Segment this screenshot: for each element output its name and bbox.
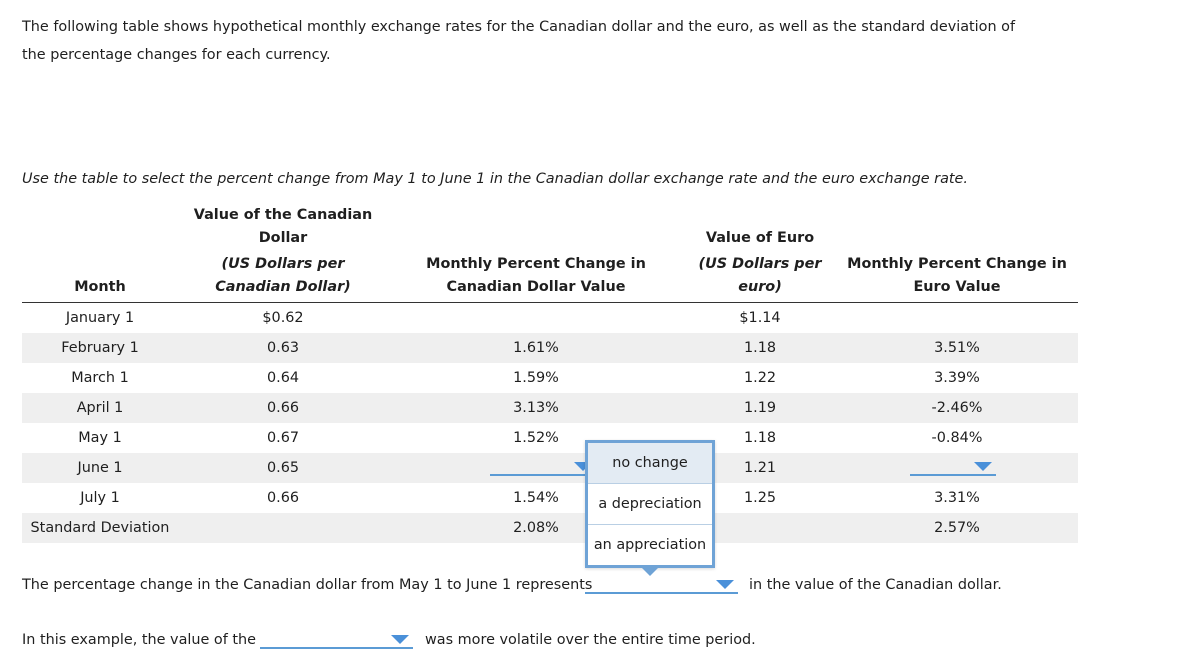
cad-change-description-select[interactable]	[585, 576, 738, 594]
option-depreciation[interactable]: a depreciation	[598, 496, 702, 512]
cell-eur-value: $1.14	[739, 310, 781, 326]
cell-cad-value: 0.66	[266, 400, 300, 416]
cell-eur-change: 3.51%	[934, 340, 980, 356]
cell-month: February 1	[61, 340, 139, 356]
table-row	[22, 333, 1078, 363]
cell-cad-change: 1.61%	[513, 340, 559, 356]
cell-cad-value: 0.64	[266, 370, 300, 386]
header-cad-change: Monthly Percent Change in Canadian Dollar Value	[426, 256, 646, 295]
table-row	[22, 363, 1078, 393]
menu-pointer	[640, 566, 660, 576]
header-eur-value: Value of Euro (US Dollars per euro)	[698, 230, 822, 295]
table-row	[22, 513, 1078, 543]
cell-cad-value: 0.63	[266, 340, 300, 356]
cell-month: April 1	[76, 400, 124, 416]
table-row	[22, 453, 1078, 483]
chevron-down-icon	[716, 580, 734, 589]
dropdown-menu	[585, 440, 715, 568]
table-row	[22, 423, 1078, 453]
cell-cad-value	[178, 513, 388, 543]
table-row	[22, 483, 1078, 513]
cell-eur-value: 1.22	[743, 370, 777, 386]
cell-cad-change	[388, 303, 684, 333]
instruction-text: Use the table to select the percent change from May 1 to June 1 in the Canadian dollar exchange rate and the euro exchange rate.	[22, 171, 968, 187]
cell-eur-change: 3.39%	[934, 370, 980, 386]
sentence1-prefix: The percentage change in the Canadian dollar from May 1 to June 1 represents	[22, 577, 593, 593]
cell-cad-change: 1.59%	[513, 370, 559, 386]
cell-eur-change: -2.46%	[931, 400, 983, 416]
cell-eur-value: 1.18	[743, 340, 777, 356]
table-row	[22, 393, 1078, 423]
cell-month: January 1	[65, 310, 135, 326]
volatile-currency-select[interactable]	[260, 631, 413, 649]
eur-change-may-june-select[interactable]	[910, 458, 996, 476]
chevron-down-icon	[391, 635, 409, 644]
cell-eur-change: -0.84%	[931, 430, 983, 446]
cell-month: March 1	[71, 370, 129, 386]
cell-eur-change	[836, 303, 1078, 333]
header-month: Month	[74, 279, 126, 295]
cell-cad-change: 1.54%	[513, 490, 559, 506]
cell-eur-value: 1.19	[743, 400, 777, 416]
cell-cad-value: $0.62	[262, 310, 304, 326]
sentence2-suffix: was more volatile over the entire time period.	[425, 632, 756, 648]
chevron-down-icon	[974, 462, 992, 471]
option-appreciation[interactable]: an appreciation	[593, 537, 707, 553]
cell-month: June 1	[77, 460, 123, 476]
cell-eur-value: 1.18	[743, 430, 777, 446]
cell-month: Standard Deviation	[30, 520, 170, 536]
table-row	[22, 303, 1078, 333]
option-no-change[interactable]: no change	[588, 443, 712, 483]
header-eur-change: Monthly Percent Change in Euro Value	[847, 256, 1067, 295]
cell-eur-change: 3.31%	[934, 490, 980, 506]
cell-cad-change: 2.08%	[513, 520, 559, 536]
cell-eur-value: 1.21	[743, 460, 777, 476]
cell-eur-change: 2.57%	[934, 520, 980, 536]
cell-cad-change: 3.13%	[513, 400, 559, 416]
cell-cad-value: 0.66	[266, 490, 300, 506]
cell-month: May 1	[78, 430, 122, 446]
cell-cad-value: 0.67	[266, 430, 300, 446]
sentence2-prefix: In this example, the value of the	[22, 632, 256, 648]
cell-cad-value: 0.65	[266, 460, 300, 476]
exchange-rate-table	[22, 205, 1078, 543]
cad-change-may-june-select[interactable]	[490, 458, 596, 476]
table-header	[22, 205, 1078, 303]
header-cad-value: Value of the Canadian Dollar (US Dollars per Canadian Dollar)	[193, 207, 373, 295]
intro-text: The following table shows hypothetical monthly exchange rates for the Canadian dollar and the euro, as well as the standard deviation of the percentage changes for each currency.	[22, 19, 1016, 63]
cell-cad-change: 1.52%	[513, 430, 559, 446]
sentence1-suffix: in the value of the Canadian dollar.	[749, 577, 1002, 593]
cell-month: July 1	[80, 490, 120, 506]
cell-eur-value: 1.25	[743, 490, 777, 506]
